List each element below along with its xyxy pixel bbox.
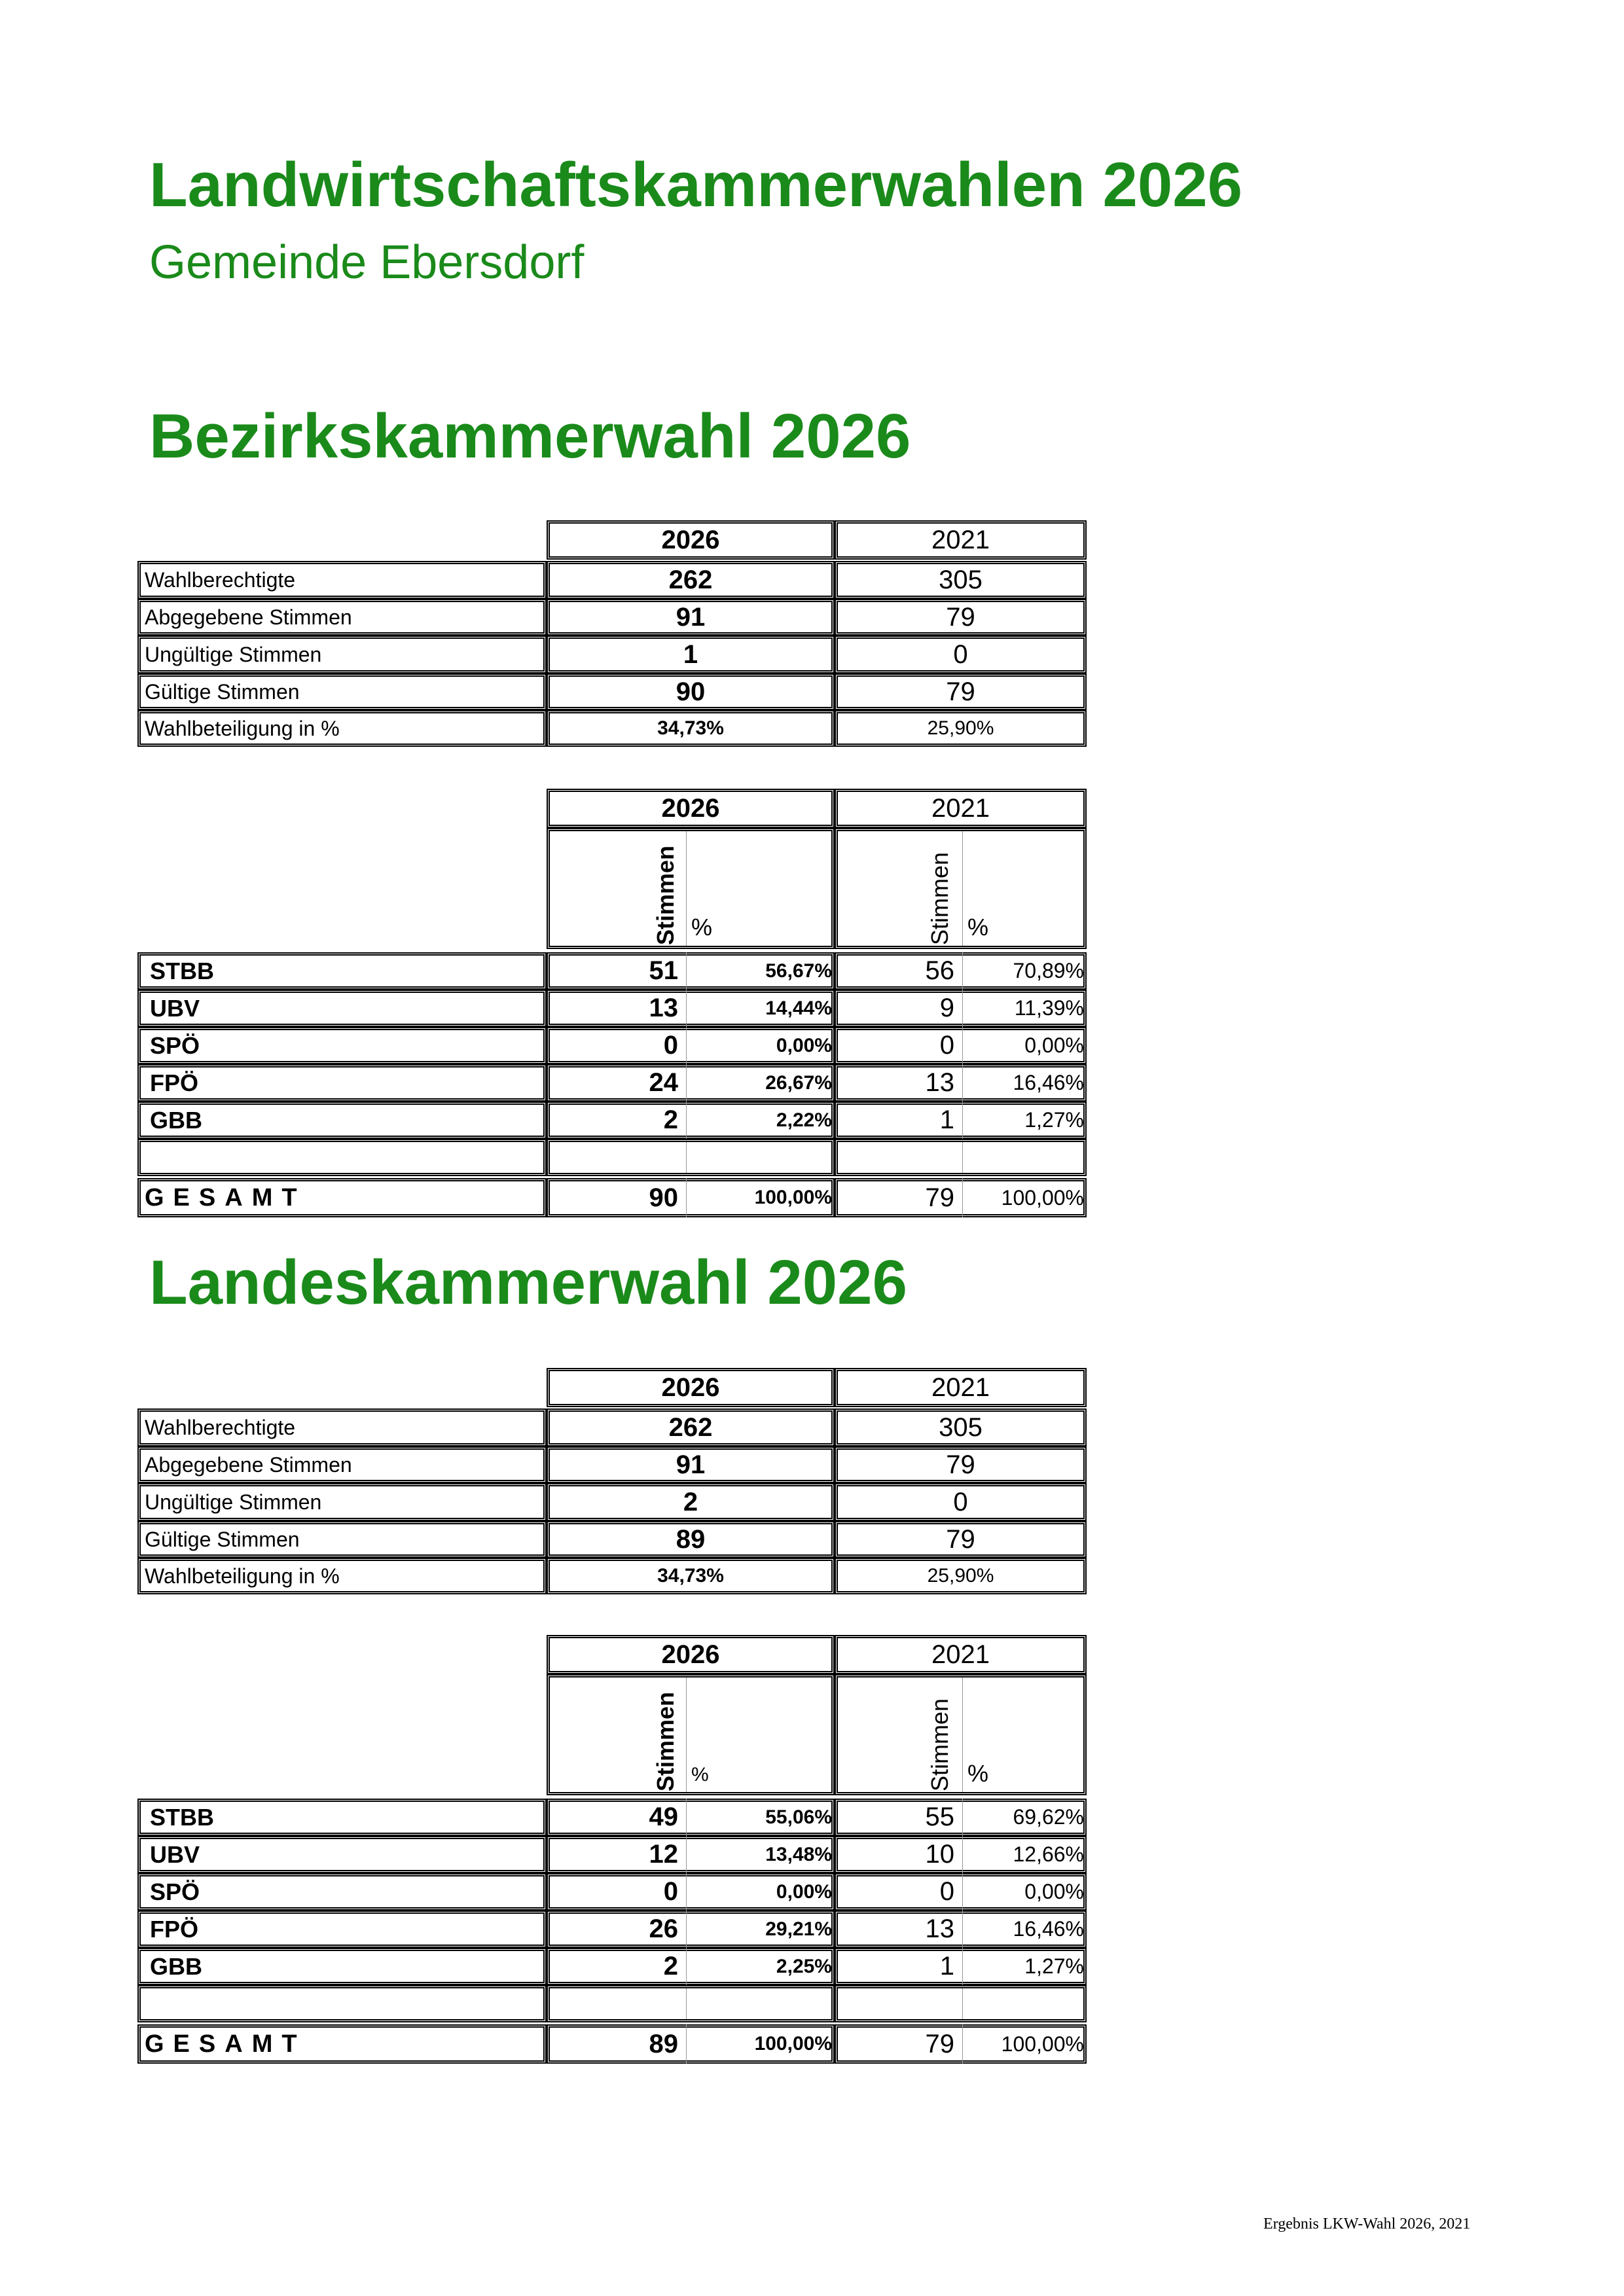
row-label-valid: Gültige Stimmen	[137, 673, 547, 710]
percent-2026: 26,67%	[686, 1064, 835, 1102]
value-2026: 90	[547, 673, 835, 710]
percent-2026: 13,48%	[686, 1836, 835, 1873]
row-label-turnout: Wahlbeteiligung in %	[137, 710, 547, 747]
percent-2026: 2,25%	[686, 1948, 835, 1985]
value-2026: 34,73%	[547, 1558, 835, 1594]
party-name: STBB	[137, 952, 547, 990]
section-title-bezirk: Bezirkskammerwahl 2026	[149, 401, 911, 471]
percent-2021: 0,00%	[962, 1027, 1087, 1064]
votes-2021: 13	[925, 1068, 954, 1097]
value-2021: 79	[835, 1521, 1087, 1558]
total-label: GESAMT	[137, 2024, 547, 2064]
party-name: UBV	[137, 990, 547, 1027]
value-2026: 91	[547, 1446, 835, 1483]
votes-2026: 26	[649, 1914, 678, 1943]
row-label-cast: Abgegebene Stimmen	[137, 599, 547, 636]
page-footer: Ergebnis LKW-Wahl 2026, 2021	[1263, 2215, 1471, 2233]
column-divider	[686, 1142, 687, 1173]
votes-2026: 51	[649, 956, 678, 985]
votes-2021: 13	[925, 1914, 954, 1943]
page-title: Landwirtschaftskammerwahlen 2026	[149, 150, 1243, 220]
subheader-percent-2021: %	[967, 1760, 989, 1787]
subheader-votes-2026: Stimmen	[652, 845, 679, 945]
subheader-votes-2026: Stimmen	[652, 1691, 679, 1791]
percent-2021: 16,46%	[962, 1064, 1087, 1102]
total-votes-2021: 79	[925, 1183, 954, 1212]
col-header-2026: 2026	[547, 1635, 835, 1674]
votes-2026: 2	[663, 1105, 678, 1134]
percent-2021: 70,89%	[962, 952, 1087, 990]
column-divider	[686, 831, 687, 946]
row-label-turnout: Wahlbeteiligung in %	[137, 1558, 547, 1594]
value-2026: 262	[547, 561, 835, 599]
subheader-percent-2026: %	[691, 914, 713, 941]
column-divider	[962, 1677, 963, 1792]
percent-2021: 1,27%	[962, 1948, 1087, 1985]
votes-2026: 2	[663, 1952, 678, 1981]
percent-2021: 0,00%	[962, 1873, 1087, 1910]
total-percent-2021: 100,00%	[962, 2024, 1087, 2064]
col-header-2021: 2021	[835, 1368, 1087, 1407]
column-divider	[962, 1988, 963, 2019]
empty-row-label	[137, 1985, 547, 2022]
party-name: FPÖ	[137, 1064, 547, 1102]
party-name: SPÖ	[137, 1027, 547, 1064]
value-2021: 25,90%	[835, 1558, 1087, 1594]
page-subtitle: Gemeinde Ebersdorf	[149, 236, 585, 289]
empty-row-2021	[835, 1139, 1087, 1176]
total-votes-2026: 90	[649, 1183, 678, 1212]
total-votes-2021: 79	[925, 2029, 954, 2058]
value-2026: 34,73%	[547, 710, 835, 747]
subheader-2021	[835, 828, 1087, 949]
votes-2021: 55	[925, 1803, 954, 1831]
votes-2026: 49	[649, 1803, 678, 1831]
total-label: GESAMT	[137, 1178, 547, 1217]
votes-2026: 0	[663, 1877, 678, 1906]
total-percent-2026: 100,00%	[686, 2024, 835, 2064]
percent-2021: 69,62%	[962, 1799, 1087, 1836]
section-title-landes: Landeskammerwahl 2026	[149, 1247, 907, 1318]
percent-2026: 56,67%	[686, 952, 835, 990]
percent-2021: 1,27%	[962, 1102, 1087, 1139]
percent-2026: 29,21%	[686, 1910, 835, 1948]
votes-2021: 1	[939, 1952, 954, 1981]
percent-2026: 0,00%	[686, 1873, 835, 1910]
votes-2021: 1	[939, 1105, 954, 1134]
percent-2026: 14,44%	[686, 990, 835, 1027]
empty-row-2021	[835, 1985, 1087, 2022]
col-header-2026: 2026	[547, 789, 835, 828]
value-2021: 305	[835, 1408, 1087, 1446]
value-2026: 89	[547, 1521, 835, 1558]
total-votes-2026: 89	[649, 2029, 678, 2058]
party-name: FPÖ	[137, 1910, 547, 1948]
party-name: GBB	[137, 1102, 547, 1139]
percent-2021: 16,46%	[962, 1910, 1087, 1948]
column-divider	[686, 1677, 687, 1792]
percent-2021: 11,39%	[962, 990, 1087, 1027]
row-label-valid: Gültige Stimmen	[137, 1521, 547, 1558]
value-2021: 25,90%	[835, 710, 1087, 747]
value-2021: 79	[835, 599, 1087, 636]
votes-2026: 12	[649, 1840, 678, 1869]
subheader-2026	[547, 828, 835, 949]
row-label-invalid: Ungültige Stimmen	[137, 1483, 547, 1521]
col-header-2021: 2021	[835, 789, 1087, 828]
votes-2021: 10	[925, 1840, 954, 1869]
percent-2021: 12,66%	[962, 1836, 1087, 1873]
column-divider	[962, 1142, 963, 1173]
party-name: STBB	[137, 1799, 547, 1836]
votes-2021: 56	[925, 956, 954, 985]
col-header-2026: 2026	[547, 1368, 835, 1407]
percent-2026: 2,22%	[686, 1102, 835, 1139]
votes-2021: 9	[939, 994, 954, 1022]
value-2021: 305	[835, 561, 1087, 599]
value-2021: 0	[835, 1483, 1087, 1521]
subheader-2026	[547, 1674, 835, 1795]
votes-2021: 0	[939, 1877, 954, 1906]
value-2026: 2	[547, 1483, 835, 1521]
total-percent-2021: 100,00%	[962, 1178, 1087, 1217]
empty-row-label	[137, 1139, 547, 1176]
votes-2026: 0	[663, 1031, 678, 1060]
party-name: GBB	[137, 1948, 547, 1985]
subheader-2021	[835, 1674, 1087, 1795]
row-label-invalid: Ungültige Stimmen	[137, 636, 547, 673]
col-header-2021: 2021	[835, 520, 1087, 560]
value-2026: 91	[547, 599, 835, 636]
value-2026: 262	[547, 1408, 835, 1446]
subheader-percent-2021: %	[967, 914, 989, 941]
value-2021: 79	[835, 1446, 1087, 1483]
party-name: UBV	[137, 1836, 547, 1873]
col-header-2026: 2026	[547, 520, 835, 560]
value-2026: 1	[547, 636, 835, 673]
votes-2026: 24	[649, 1068, 678, 1097]
votes-2021: 0	[939, 1031, 954, 1060]
total-percent-2026: 100,00%	[686, 1178, 835, 1217]
row-label-eligible: Wahlberechtigte	[137, 561, 547, 599]
col-header-2021: 2021	[835, 1635, 1087, 1674]
column-divider	[686, 1988, 687, 2019]
party-name: SPÖ	[137, 1873, 547, 1910]
subheader-percent-2026: %	[691, 1764, 709, 1785]
empty-row-2026	[547, 1985, 835, 2022]
empty-row-2026	[547, 1139, 835, 1176]
value-2021: 79	[835, 673, 1087, 710]
row-label-eligible: Wahlberechtigte	[137, 1408, 547, 1446]
value-2021: 0	[835, 636, 1087, 673]
percent-2026: 0,00%	[686, 1027, 835, 1064]
percent-2026: 55,06%	[686, 1799, 835, 1836]
votes-2026: 13	[649, 994, 678, 1022]
column-divider	[962, 831, 963, 946]
row-label-cast: Abgegebene Stimmen	[137, 1446, 547, 1483]
subheader-votes-2021: Stimmen	[926, 852, 953, 945]
subheader-votes-2021: Stimmen	[926, 1698, 953, 1791]
